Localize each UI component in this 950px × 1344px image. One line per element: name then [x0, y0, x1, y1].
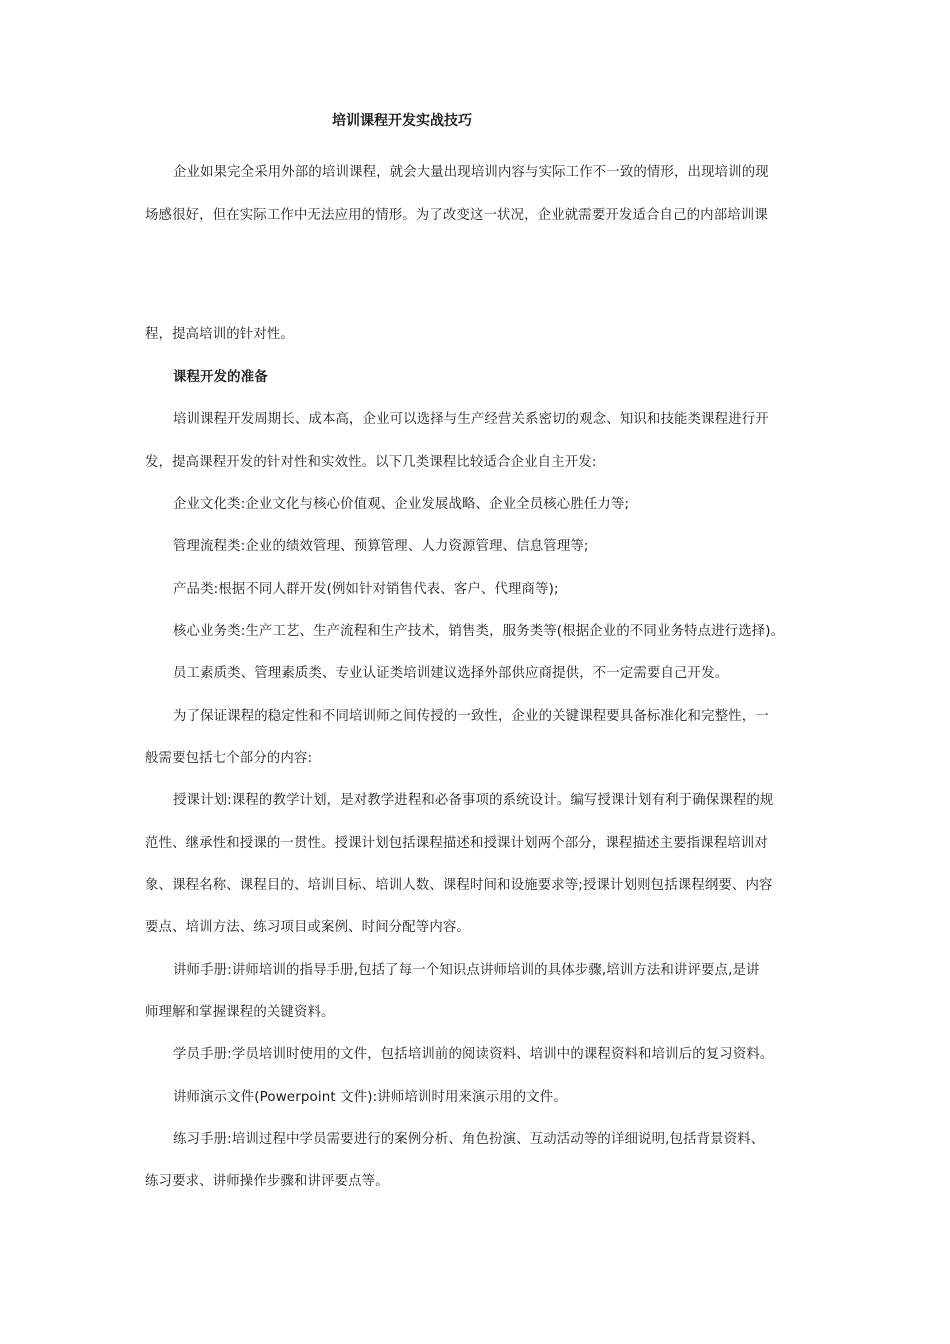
paragraph-line: 讲师手册:讲师培训的指导手册,包括了每一个知识点讲师培训的具体步骤,培训方法和讲评要点,是讲 — [173, 963, 760, 978]
paragraph-line: 练习手册:培训过程中学员需要进行的案例分析、角色扮演、互动活动等的详细说明,包括背景资料、 — [173, 1132, 765, 1147]
paragraph-line: 为了保证课程的稳定性和不同培训师之间传授的一致性，企业的关键课程要具备标准化和完整性，一 — [173, 709, 769, 724]
paragraph-line: 师理解和掌握课程的关键资料。 — [145, 1005, 335, 1020]
paragraph-line: 般需要包括七个部分的内容: — [145, 751, 313, 766]
paragraph-line: 员工素质类、管理素质类、专业认证类培训建议选择外部供应商提供，不一定需要自己开发。 — [173, 666, 729, 681]
document-title: 培训课程开发实战技巧 — [332, 113, 472, 129]
list-item: 管理流程类:企业的绩效管理、预算管理、人力资源管理、信息管理等; — [173, 539, 589, 554]
paragraph-line: 讲师演示文件(Powerpoint 文件):讲师培训时用来演示用的文件。 — [173, 1090, 567, 1105]
paragraph-line: 范性、继承性和授课的一贯性。授课计划包括课程描述和授课计划两个部分，课程描述主要指课程培训对 — [145, 836, 768, 851]
paragraph-line: 程，提高培训的针对性。 — [145, 327, 294, 342]
paragraph-line: 场感很好，但在实际工作中无法应用的情形。为了改变这一状况，企业就需要开发适合自己的内部培训课 — [145, 208, 768, 223]
paragraph-line: 象、课程名称、课程目的、培训目标、培训人数、课程时间和设施要求等;授课计划则包括课程纲要、内容 — [145, 878, 773, 893]
list-item: 企业文化类:企业文化与核心价值观、企业发展战略、企业全员核心胜任力等; — [173, 497, 630, 512]
paragraph-line: 发，提高课程开发的针对性和实效性。以下几类课程比较适合企业自主开发: — [145, 455, 597, 470]
paragraph-line: 企业如果完全采用外部的培训课程，就会大量出现培训内容与实际工作不一致的情形，出现培训的现 — [173, 165, 769, 180]
section-heading: 课程开发的准备 — [173, 370, 268, 385]
list-item: 产品类:根据不同人群开发(例如针对销售代表、客户、代理商等); — [173, 582, 559, 597]
paragraph-line: 练习要求、讲师操作步骤和讲评要点等。 — [145, 1174, 389, 1189]
list-item: 核心业务类:生产工艺、生产流程和生产技术，销售类，服务类等(根据企业的不同业务特点进行选择)。 — [173, 624, 785, 639]
paragraph-line: 学员手册:学员培训时使用的文件，包括培训前的阅读资料、培训中的课程资料和培训后的复习资料。 — [173, 1047, 774, 1062]
paragraph-line: 培训课程开发周期长、成本高，企业可以选择与生产经营关系密切的观念、知识和技能类课程进行开 — [173, 412, 769, 427]
paragraph-line: 要点、培训方法、练习项目或案例、时间分配等内容。 — [145, 920, 470, 935]
paragraph-line: 授课计划:课程的教学计划，是对教学进程和必备事项的系统设计。编写授课计划有利于确保课程的规 — [173, 793, 774, 808]
